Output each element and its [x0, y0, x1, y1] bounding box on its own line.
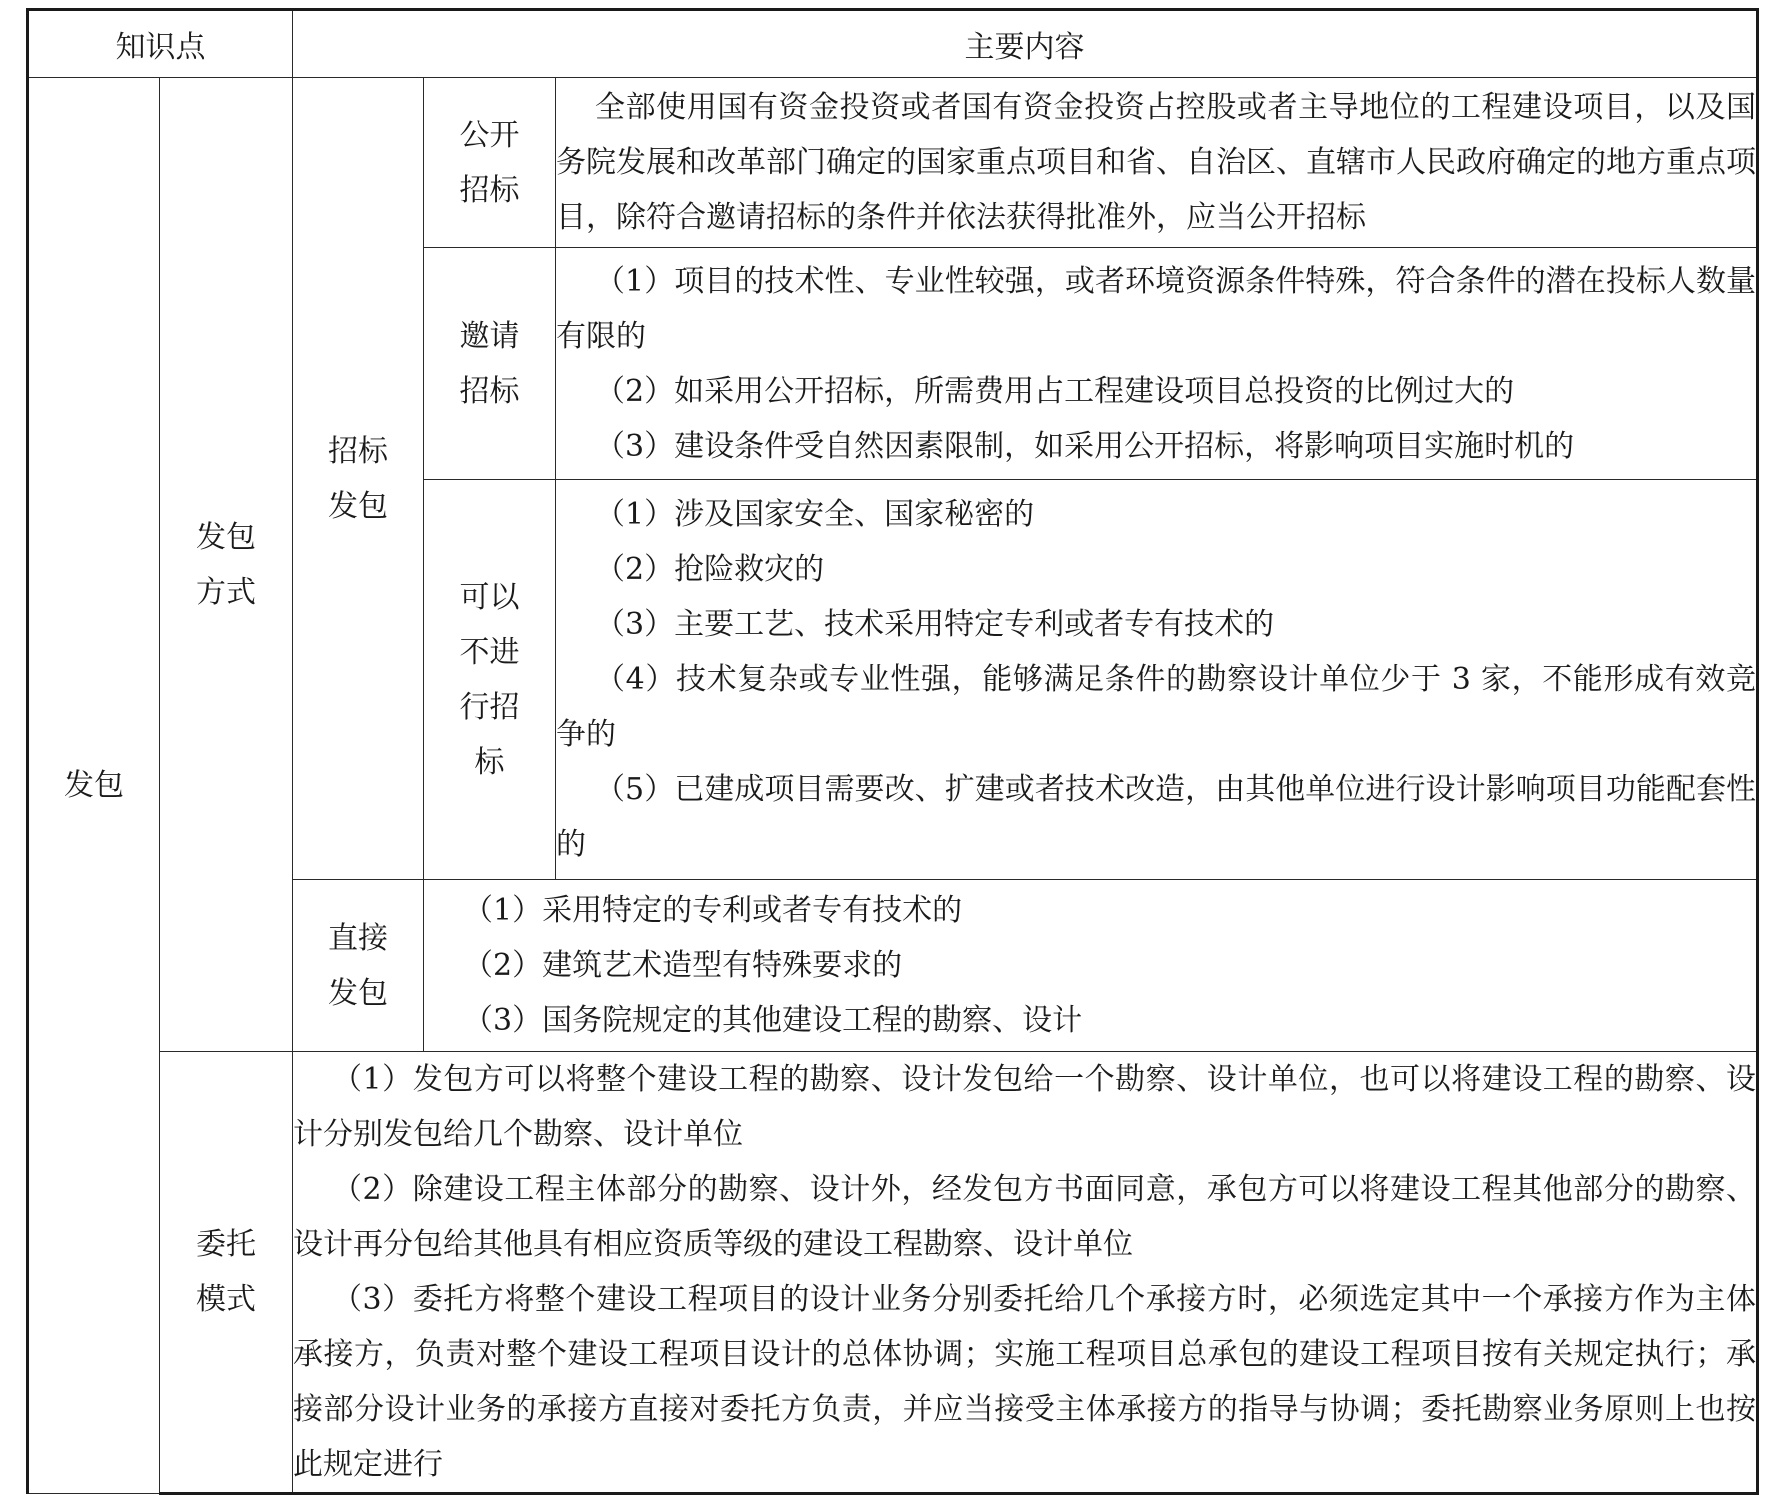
list-item: （5）已建成项目需要改、扩建或者技术改造，由其他单位进行设计影响项目功能配套性的: [556, 772, 1757, 862]
zhijie-fabao-content: [424, 880, 1758, 1052]
list-item: （2）除建设工程主体部分的勘察、设计外，经发包方书面同意，承包方可以将建设工程其他部分的勘察、设计再分包给其他具有相应资质等级的建设工程勘察、设计单位: [293, 1172, 1757, 1262]
yaoqing-zhaobiao-content: [556, 248, 1758, 480]
list-item: （2）如采用公开招标，所需费用占工程建设项目总投资的比例过大的: [595, 373, 1515, 409]
list-item: （1）采用特定的专利或者专有技术的: [463, 893, 963, 928]
list-item: （3）国务院规定的其他建设工程的勘察、设计: [463, 1003, 1083, 1038]
knowledge-table: [26, 8, 1759, 1495]
weituo-moshi-content: [293, 1052, 1758, 1494]
fabao-fangshi-label: 发包 方式: [160, 78, 293, 1052]
row-weituo: [28, 1052, 1758, 1494]
list-item: （4）技术复杂或专业性强，能够满足条件的勘察设计单位少于 3 家，不能形成有效竞争的: [556, 662, 1757, 752]
list-item: （3）委托方将整个建设工程项目的设计业务分别委托给几个承接方时，必须选定其中一个承接方作为主体承接方，负责对整个建设工程项目设计的总体协调；实施工程项目总承包的建设工程项目按有关规定执行；承接部分设计业务的承接方直接对委托方负责，并应当接受主体承接方的指导与协调；委托勘察业务原则上也按此规定进行: [293, 1282, 1757, 1482]
gongkai-zhaobiao-content: [556, 78, 1758, 248]
header-knowledge-point: 知识点: [28, 10, 293, 78]
list-item: （1）发包方可以将整个建设工程的勘察、设计发包给一个勘察、设计单位，也可以将建设工程的勘察、设计分别发包给几个勘察、设计单位: [293, 1062, 1757, 1152]
gongkai-zhaobiao-label: 公开 招标: [424, 78, 556, 248]
list-item: （2）建筑艺术造型有特殊要求的: [463, 948, 903, 983]
header-main-content: 主要内容: [293, 10, 1758, 78]
list-item: （3）建设条件受自然因素限制，如采用公开招标，将影响项目实施时机的: [595, 428, 1575, 464]
list-item: （1）涉及国家安全、国家秘密的: [595, 497, 1035, 532]
yaoqing-zhaobiao-label: 邀请 招标: [424, 248, 556, 480]
list-item: （3）主要工艺、技术采用特定专利或者专有技术的: [595, 607, 1275, 642]
knowledge-table-document: [26, 8, 1756, 1495]
zhijie-fabao-label: 直接 发包: [293, 880, 424, 1052]
gongkai-text: 全部使用国有资金投资或者国有资金投资占控股或者主导地位的工程建设项目，以及国务院发展和改革部门确定的国家重点项目和省、自治区、直辖市人民政府确定的地方重点项目，除符合邀请招标的条件并依法获得批准外，应当公开招标: [556, 90, 1757, 235]
row-gongkai: [28, 78, 1758, 248]
keyi-bujinxing-content: [556, 480, 1758, 880]
keyi-bujinxing-label: 可以 不进 行招 标: [424, 480, 556, 880]
header-row: [28, 10, 1758, 78]
zhaobiao-fabao-label: 招标 发包: [293, 78, 424, 880]
level1-label: 发包: [28, 78, 160, 1494]
list-item: （1）项目的技术性、专业性较强，或者环境资源条件特殊，符合条件的潜在投标人数量有限的: [556, 263, 1757, 354]
list-item: （2）抢险救灾的: [595, 552, 825, 587]
weituo-moshi-label: 委托 模式: [160, 1052, 293, 1494]
